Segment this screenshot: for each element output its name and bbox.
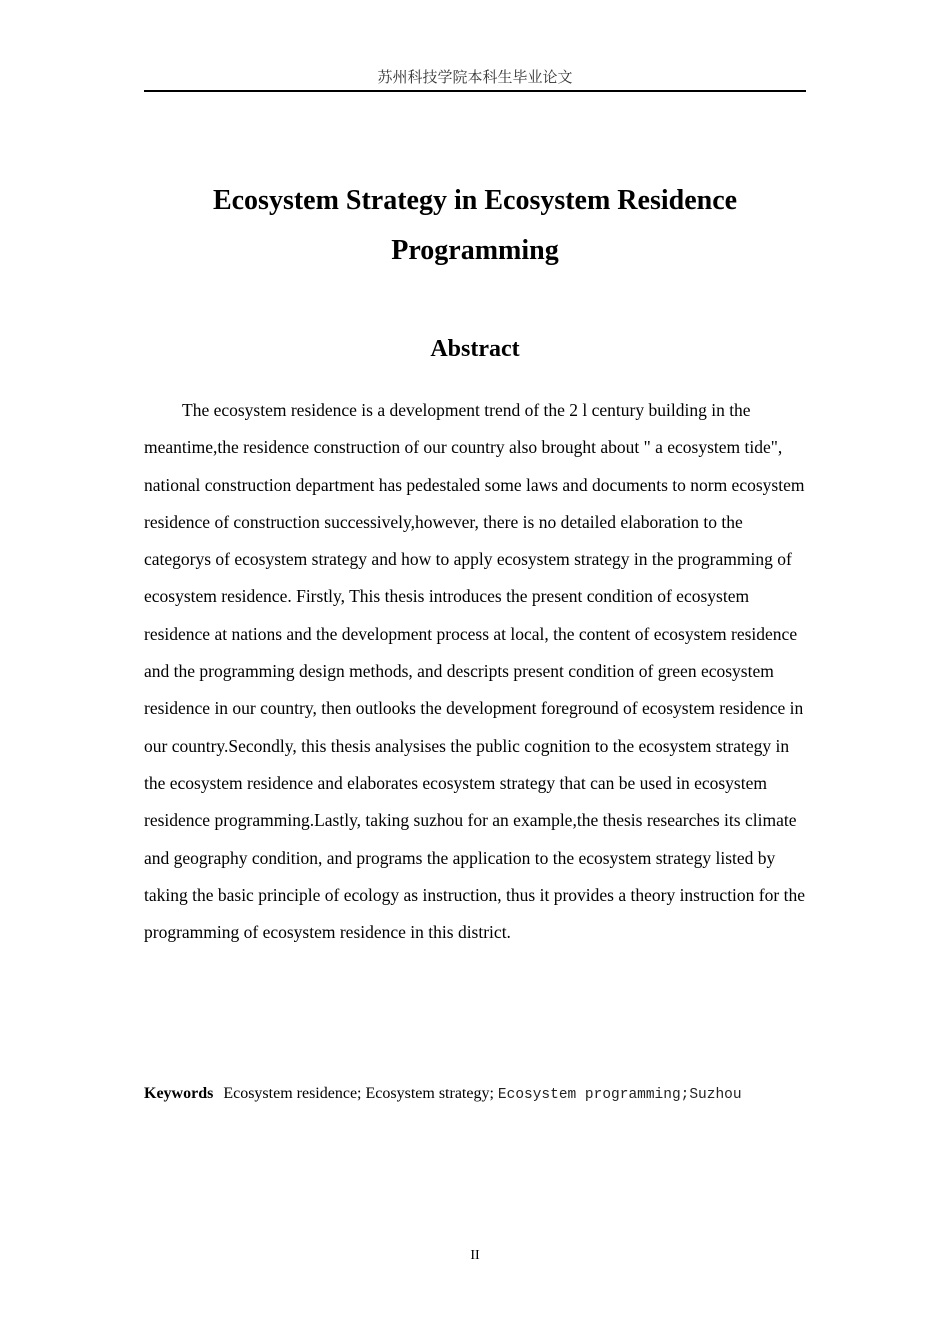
abstract-heading: Abstract (430, 336, 520, 362)
title-line-2: Programming (391, 235, 559, 266)
keywords-terms: Ecosystem residence; Ecosystem strategy; (223, 1085, 494, 1102)
keywords-terms-mono: Ecosystem programming;Suzhou (497, 1087, 742, 1103)
thesis-title (144, 176, 806, 276)
abstract-body: The ecosystem residence is a development trend of the 2 l century building in the meantime,the residence construction of our country also brought about " a ecosystem tide", national construction department has pedestaled some laws and documents to norm ecosystem residence of construction successively,however, there is no detailed elaboration to the categorys of ecosystem strategy and how to apply ecosystem strategy in the programming of ecosystem residence. Firstly, This thesis introduces the present condition of ecosystem residence at nations and the development process at local, the content of ecosystem residence and the programming design methods, and descripts present condition of green ecosystem residence in our country, then outlooks the development foreground of ecosystem residence in our country.Secondly, this thesis analysises the public cognition to the ecosystem strategy in the ecosystem residence and elaborates ecosystem strategy that can be used in ecosystem residence programming.Lastly, taking suzhou for an example,the thesis researches its climate and geography condition, and programs the application to the ecosystem strategy listed by taking the basic principle of ecology as instruction, thus it provides a theory instruction for the programming of ecosystem residence in this district. (144, 400, 805, 943)
running-header (144, 68, 806, 92)
header-text: 苏州科技学院本科生毕业论文 (377, 70, 573, 86)
keywords-line (144, 1082, 806, 1107)
keywords-label: Keywords (144, 1085, 214, 1102)
page-number: II (470, 1248, 480, 1263)
title-line-1: Ecosystem Strategy in Ecosystem Residence (212, 185, 738, 216)
